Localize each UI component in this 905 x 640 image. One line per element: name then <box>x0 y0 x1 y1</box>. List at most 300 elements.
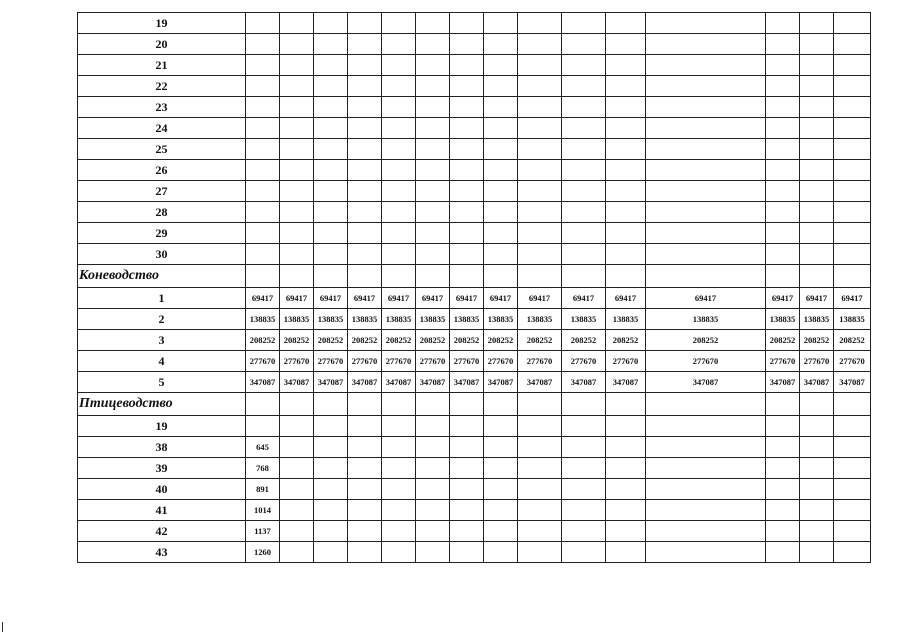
table-cell <box>450 55 484 76</box>
table-cell <box>646 458 766 479</box>
table-cell <box>382 13 416 34</box>
table-cell <box>800 458 834 479</box>
table-cell: 138835 <box>416 309 450 330</box>
table-cell <box>314 76 348 97</box>
table-cell <box>766 97 800 118</box>
table-row <box>78 309 871 330</box>
table-cell <box>314 265 348 288</box>
table-cell <box>834 13 871 34</box>
row-label: 22 <box>78 76 246 97</box>
table-cell <box>348 521 382 542</box>
table-cell <box>606 479 646 500</box>
table-cell <box>562 416 606 437</box>
table-cell <box>416 393 450 416</box>
table-cell: 69417 <box>246 288 280 309</box>
table-cell <box>280 265 314 288</box>
table-cell <box>606 521 646 542</box>
table-cell <box>382 521 416 542</box>
table-cell: 277670 <box>518 351 562 372</box>
table-cell <box>348 118 382 139</box>
table-cell <box>416 139 450 160</box>
table-cell <box>348 160 382 181</box>
table-cell: 277670 <box>484 351 518 372</box>
table-cell <box>606 393 646 416</box>
table-cell <box>348 97 382 118</box>
table-cell <box>280 13 314 34</box>
table-cell <box>562 542 606 563</box>
table-cell <box>382 118 416 139</box>
table-cell <box>646 181 766 202</box>
table-cell <box>484 160 518 181</box>
table-cell <box>246 34 280 55</box>
table-cell <box>646 521 766 542</box>
table-cell: 69417 <box>518 288 562 309</box>
table-cell <box>450 437 484 458</box>
table-cell <box>416 202 450 223</box>
table-cell <box>800 244 834 265</box>
table-cell <box>450 542 484 563</box>
table-cell: 138835 <box>606 309 646 330</box>
table-cell <box>484 76 518 97</box>
table-cell <box>450 265 484 288</box>
table-cell <box>382 223 416 244</box>
table-cell <box>646 55 766 76</box>
table-cell <box>606 416 646 437</box>
table-row <box>78 244 871 265</box>
table-cell <box>450 521 484 542</box>
table-cell <box>766 223 800 244</box>
table-cell <box>800 118 834 139</box>
table-cell <box>382 97 416 118</box>
table-cell <box>834 542 871 563</box>
table-cell: 208252 <box>518 330 562 351</box>
table-cell <box>416 223 450 244</box>
table-cell: 208252 <box>280 330 314 351</box>
section-row <box>78 393 871 416</box>
table-cell <box>800 13 834 34</box>
section-title: Коневодство <box>78 265 246 288</box>
table-cell <box>646 118 766 139</box>
table-cell <box>348 437 382 458</box>
table-cell <box>382 500 416 521</box>
table-cell <box>766 437 800 458</box>
table-cell <box>646 542 766 563</box>
table-cell <box>606 202 646 223</box>
table-cell <box>382 437 416 458</box>
row-label: 29 <box>78 223 246 244</box>
table-cell <box>562 521 606 542</box>
table-cell <box>280 458 314 479</box>
table-cell: 69417 <box>450 288 484 309</box>
table-cell: 347087 <box>646 372 766 393</box>
table-cell <box>382 160 416 181</box>
table-cell <box>800 521 834 542</box>
table-row <box>78 458 871 479</box>
table-cell <box>450 13 484 34</box>
row-label: 38 <box>78 437 246 458</box>
table-cell <box>382 76 416 97</box>
table-cell <box>484 437 518 458</box>
table-row <box>78 521 871 542</box>
section-row <box>78 265 871 288</box>
row-label: 42 <box>78 521 246 542</box>
table-cell: 347087 <box>800 372 834 393</box>
table-cell <box>450 244 484 265</box>
row-label: 25 <box>78 139 246 160</box>
table-cell <box>348 479 382 500</box>
table-cell <box>382 34 416 55</box>
table-cell <box>562 223 606 244</box>
table-cell <box>800 416 834 437</box>
table-cell <box>606 97 646 118</box>
table-cell <box>646 416 766 437</box>
table-cell <box>484 13 518 34</box>
table-cell <box>416 34 450 55</box>
table-cell <box>348 181 382 202</box>
table-cell: 277670 <box>382 351 416 372</box>
table-cell: 347087 <box>562 372 606 393</box>
table-cell: 277670 <box>246 351 280 372</box>
table-cell <box>518 500 562 521</box>
table-cell <box>800 437 834 458</box>
table-cell <box>280 223 314 244</box>
table-cell <box>416 118 450 139</box>
table-cell <box>834 393 871 416</box>
table-cell <box>518 244 562 265</box>
table-cell <box>348 458 382 479</box>
table-cell <box>834 202 871 223</box>
table-cell <box>382 139 416 160</box>
table-cell: 347087 <box>416 372 450 393</box>
table-cell <box>606 139 646 160</box>
table-cell: 347087 <box>766 372 800 393</box>
table-cell <box>834 479 871 500</box>
table-cell <box>314 97 348 118</box>
table-cell <box>646 34 766 55</box>
table-cell <box>766 500 800 521</box>
table-cell <box>800 76 834 97</box>
table-cell <box>484 393 518 416</box>
table-cell <box>450 393 484 416</box>
table-cell <box>766 160 800 181</box>
table-cell <box>416 181 450 202</box>
table-cell <box>562 160 606 181</box>
row-label: 21 <box>78 55 246 76</box>
row-label: 40 <box>78 479 246 500</box>
table-cell: 208252 <box>382 330 416 351</box>
table-cell: 208252 <box>606 330 646 351</box>
table-cell: 208252 <box>416 330 450 351</box>
table-cell <box>562 181 606 202</box>
table-cell <box>246 160 280 181</box>
table-cell <box>800 34 834 55</box>
table-cell <box>280 437 314 458</box>
table-cell: 138835 <box>314 309 348 330</box>
table-cell <box>484 202 518 223</box>
table-cell <box>562 118 606 139</box>
table-cell <box>450 76 484 97</box>
row-label: 2 <box>78 309 246 330</box>
table-cell <box>518 437 562 458</box>
table-cell: 69417 <box>280 288 314 309</box>
table-cell <box>800 202 834 223</box>
table-cell <box>646 139 766 160</box>
table-cell <box>484 34 518 55</box>
table-cell <box>646 265 766 288</box>
table-cell <box>450 34 484 55</box>
table-cell <box>646 160 766 181</box>
table-cell: 69417 <box>348 288 382 309</box>
table-cell: 208252 <box>314 330 348 351</box>
table-row <box>78 34 871 55</box>
table-cell <box>280 97 314 118</box>
table-cell: 69417 <box>800 288 834 309</box>
table-cell <box>834 160 871 181</box>
table-cell: 69417 <box>606 288 646 309</box>
table-cell <box>766 416 800 437</box>
table-cell <box>450 223 484 244</box>
table-cell <box>416 244 450 265</box>
table-cell <box>518 458 562 479</box>
table-row <box>78 13 871 34</box>
table-row <box>78 437 871 458</box>
row-label: 4 <box>78 351 246 372</box>
table-cell: 208252 <box>348 330 382 351</box>
table-cell <box>766 521 800 542</box>
table-cell: 208252 <box>800 330 834 351</box>
table-cell: 277670 <box>766 351 800 372</box>
table-cell <box>314 55 348 76</box>
table-cell <box>280 160 314 181</box>
table-cell <box>280 479 314 500</box>
table-row <box>78 542 871 563</box>
table-cell <box>246 244 280 265</box>
table-cell <box>246 13 280 34</box>
table-cell: 768 <box>246 458 280 479</box>
table-cell <box>518 55 562 76</box>
table-cell <box>800 97 834 118</box>
table-cell <box>766 13 800 34</box>
table-cell <box>834 416 871 437</box>
table-cell <box>450 202 484 223</box>
table-cell: 645 <box>246 437 280 458</box>
table-cell <box>646 393 766 416</box>
table-row <box>78 181 871 202</box>
row-label: 30 <box>78 244 246 265</box>
table-cell <box>800 393 834 416</box>
table-cell <box>416 13 450 34</box>
table-cell <box>766 479 800 500</box>
table-cell <box>348 265 382 288</box>
table-cell <box>646 76 766 97</box>
table-cell: 208252 <box>484 330 518 351</box>
table-cell: 347087 <box>348 372 382 393</box>
table-cell <box>484 542 518 563</box>
table-cell <box>280 55 314 76</box>
table-cell: 208252 <box>450 330 484 351</box>
table-cell: 138835 <box>246 309 280 330</box>
table-cell <box>280 181 314 202</box>
table-row <box>78 351 871 372</box>
table-cell <box>562 458 606 479</box>
table-cell <box>518 139 562 160</box>
table-cell <box>382 202 416 223</box>
table-cell: 69417 <box>382 288 416 309</box>
row-label: 28 <box>78 202 246 223</box>
table-cell <box>606 76 646 97</box>
table-cell: 277670 <box>416 351 450 372</box>
table-cell <box>484 55 518 76</box>
table-cell <box>518 76 562 97</box>
table-cell: 277670 <box>646 351 766 372</box>
table-cell <box>450 139 484 160</box>
table-cell <box>518 13 562 34</box>
row-label: 26 <box>78 160 246 181</box>
table-cell: 1014 <box>246 500 280 521</box>
table-cell <box>280 244 314 265</box>
table-cell <box>484 521 518 542</box>
table-cell <box>348 416 382 437</box>
table-cell <box>416 458 450 479</box>
section-title: Птицеводство <box>78 393 246 416</box>
table-cell <box>382 458 416 479</box>
table-cell <box>800 500 834 521</box>
table-cell <box>562 97 606 118</box>
table-cell <box>348 55 382 76</box>
table-cell <box>348 542 382 563</box>
table-row <box>78 160 871 181</box>
table-cell <box>518 479 562 500</box>
table-cell: 208252 <box>834 330 871 351</box>
table-cell <box>562 13 606 34</box>
table-cell <box>484 500 518 521</box>
row-label: 19 <box>78 13 246 34</box>
table-cell <box>246 393 280 416</box>
table-cell <box>834 521 871 542</box>
table-cell <box>606 160 646 181</box>
table-cell <box>800 139 834 160</box>
table-cell <box>562 202 606 223</box>
table-cell <box>518 118 562 139</box>
table-cell <box>562 265 606 288</box>
table-cell <box>766 181 800 202</box>
table-cell <box>834 437 871 458</box>
table-cell: 138835 <box>518 309 562 330</box>
table-cell <box>348 244 382 265</box>
table-cell <box>416 97 450 118</box>
table-cell <box>800 181 834 202</box>
table-cell <box>766 542 800 563</box>
table-cell <box>416 416 450 437</box>
table-cell <box>834 244 871 265</box>
table-cell <box>766 118 800 139</box>
table-cell <box>606 542 646 563</box>
table-cell <box>518 393 562 416</box>
table-cell <box>450 118 484 139</box>
table-cell <box>416 521 450 542</box>
row-label: 27 <box>78 181 246 202</box>
table-cell <box>484 118 518 139</box>
table-cell <box>450 97 484 118</box>
table-cell <box>314 521 348 542</box>
table-cell <box>416 55 450 76</box>
table-cell <box>484 223 518 244</box>
table-row <box>78 416 871 437</box>
table-cell <box>518 160 562 181</box>
table-cell <box>518 416 562 437</box>
table-cell <box>834 223 871 244</box>
table-row <box>78 118 871 139</box>
table-cell <box>246 139 280 160</box>
table-cell: 277670 <box>800 351 834 372</box>
table-cell <box>280 500 314 521</box>
table-cell <box>314 393 348 416</box>
table-cell <box>518 34 562 55</box>
table-cell <box>314 416 348 437</box>
table-cell <box>646 13 766 34</box>
table-cell <box>314 458 348 479</box>
table-row <box>78 288 871 309</box>
table-cell <box>280 416 314 437</box>
table-cell <box>606 13 646 34</box>
table-cell <box>766 458 800 479</box>
table-cell <box>518 542 562 563</box>
table-cell <box>382 542 416 563</box>
table-cell <box>348 76 382 97</box>
table-cell <box>348 202 382 223</box>
table-cell: 891 <box>246 479 280 500</box>
table-cell <box>314 13 348 34</box>
table-cell: 69417 <box>484 288 518 309</box>
table-cell <box>314 437 348 458</box>
table-row <box>78 223 871 244</box>
table-cell <box>518 223 562 244</box>
table-cell: 347087 <box>606 372 646 393</box>
scan-edge-mark <box>2 622 3 632</box>
table-cell <box>606 181 646 202</box>
table-row <box>78 202 871 223</box>
table-cell <box>450 181 484 202</box>
table-row <box>78 76 871 97</box>
table-cell <box>484 479 518 500</box>
table-cell <box>834 139 871 160</box>
table-cell <box>606 265 646 288</box>
table-cell <box>314 181 348 202</box>
table-cell <box>562 34 606 55</box>
table-cell: 347087 <box>382 372 416 393</box>
table-cell <box>606 55 646 76</box>
table-cell <box>314 479 348 500</box>
row-label: 20 <box>78 34 246 55</box>
table-cell <box>348 34 382 55</box>
table-cell <box>518 521 562 542</box>
table-cell: 138835 <box>450 309 484 330</box>
table-cell <box>280 393 314 416</box>
table-cell <box>280 521 314 542</box>
table-cell <box>484 181 518 202</box>
table-cell: 69417 <box>562 288 606 309</box>
table-cell <box>834 76 871 97</box>
table-cell <box>416 479 450 500</box>
table-cell: 138835 <box>280 309 314 330</box>
table-cell <box>484 458 518 479</box>
table-cell: 138835 <box>646 309 766 330</box>
table-cell <box>246 181 280 202</box>
table-cell <box>766 55 800 76</box>
table-cell <box>606 458 646 479</box>
table-cell <box>450 416 484 437</box>
table-cell <box>382 393 416 416</box>
